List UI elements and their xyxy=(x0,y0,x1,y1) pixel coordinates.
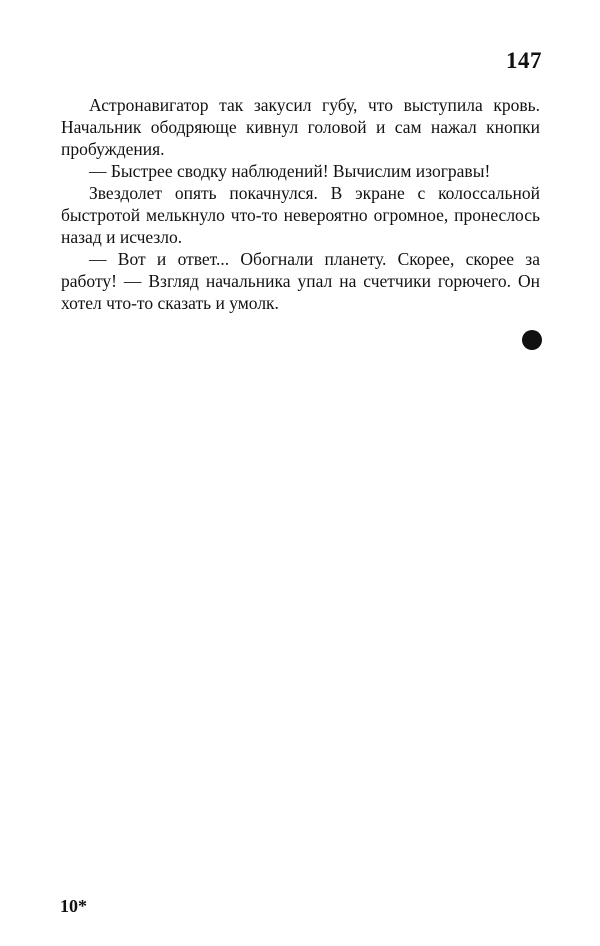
paragraph: Звездолет опять покачнулся. В экране с колоссальной быстротой мелькнуло что-то невероятно огромное, пронеслось назад и исчезло. xyxy=(61,183,540,247)
printer-signature-mark: 10* xyxy=(60,896,87,916)
section-end-dot xyxy=(522,330,542,350)
paragraph: — Быстрее сводку наблюдений! Вычислим изогравы! xyxy=(89,161,491,181)
paragraph: Астронавигатор так закусил губу, что выступила кровь. Начальник ободряюще кивнул головой и сам нажал кнопки пробуждения. xyxy=(61,95,540,159)
body-text xyxy=(61,94,540,314)
paragraph: — Вот и ответ... Обогнали планету. Скорее, скорее за работу! — Взгляд начальника упал на счетчики горючего. Он хотел что-то сказать и умолк. xyxy=(61,249,540,313)
page-number: 147 xyxy=(506,48,542,73)
